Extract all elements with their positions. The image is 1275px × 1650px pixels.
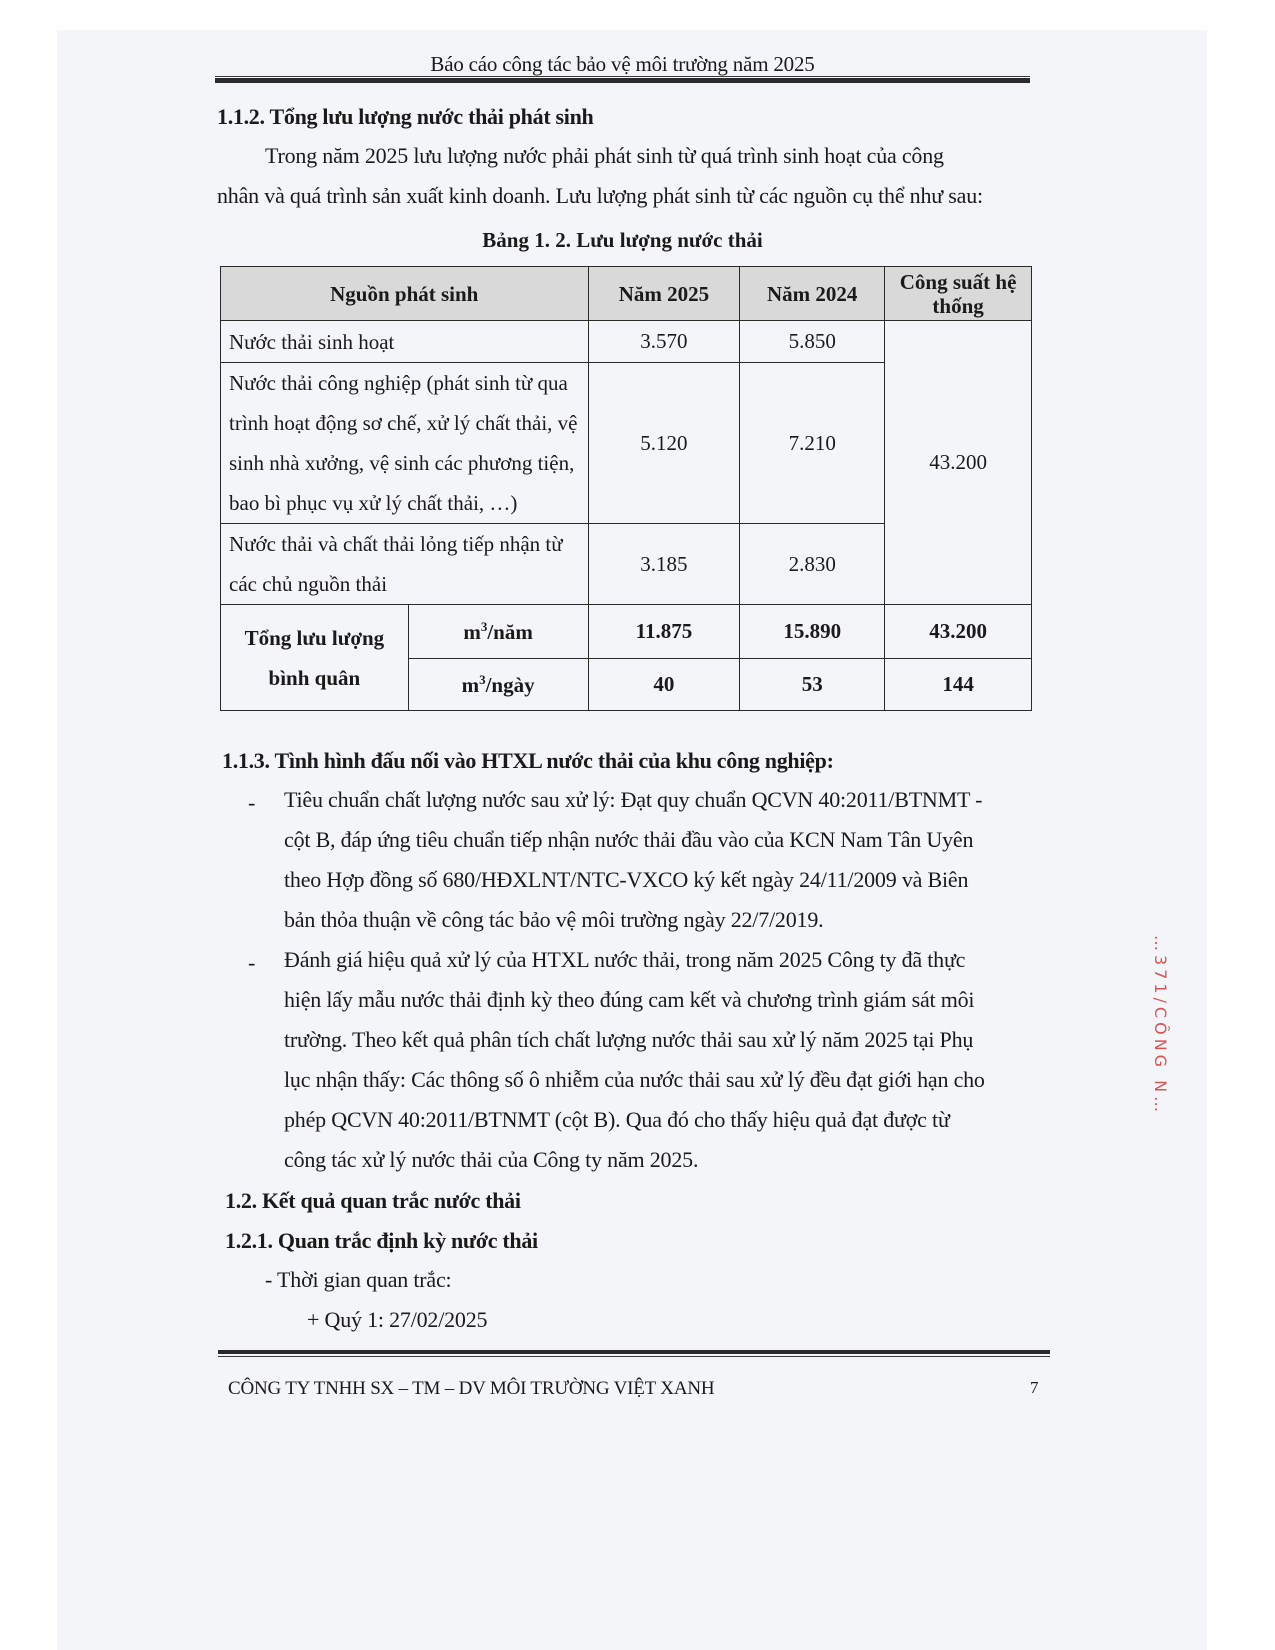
row-source: Nước thải công nghiệp (phát sinh từ qua trình hoạt động sơ chế, xử lý chất thải, vệ sinh nhà xưởng, vệ sinh các phương tiện, bao bì phục vụ xử lý chất thải, …) bbox=[221, 363, 589, 524]
header-rule-thin bbox=[215, 76, 1030, 77]
row-source: Nước thải và chất thải lỏng tiếp nhận từ các chủ nguồn thải bbox=[221, 524, 589, 605]
total-year-capacity: 43.200 bbox=[885, 605, 1032, 659]
total-row-year bbox=[221, 605, 1032, 659]
row-value-2025: 5.120 bbox=[588, 363, 740, 524]
bullet-line: lục nhận thấy: Các thông số ô nhiễm của nước thải sau xử lý đều đạt giới hạn cho bbox=[284, 1067, 985, 1092]
capacity-merged-cell: 43.200 bbox=[885, 321, 1032, 605]
bullet-dash: - bbox=[248, 790, 256, 815]
monitoring-time-label: - Thời gian quan trắc: bbox=[265, 1267, 452, 1292]
footer-rule-thin bbox=[218, 1356, 1050, 1357]
section-heading-1-2-1: 1.2.1. Quan trắc định kỳ nước thải bbox=[225, 1228, 538, 1253]
row-value-2025: 3.570 bbox=[588, 321, 740, 363]
bullet-line: trường. Theo kết quả phân tích chất lượng nước thải sau xử lý năm 2025 tại Phụ bbox=[284, 1027, 974, 1052]
header-capacity: Công suất hệ thống bbox=[885, 267, 1032, 321]
total-label: Tổng lưu lượng bình quân bbox=[221, 605, 409, 711]
table-header-row bbox=[221, 267, 1032, 321]
section-heading-1-2: 1.2. Kết quả quan trắc nước thải bbox=[225, 1188, 521, 1213]
row-source: Nước thải sinh hoạt bbox=[221, 321, 589, 363]
footer-company-name: CÔNG TY TNHH SX – TM – DV MÔI TRƯỜNG VIỆT XANH bbox=[228, 1378, 715, 1399]
wastewater-flow-table bbox=[220, 266, 1032, 711]
footer-rule-thick bbox=[218, 1350, 1050, 1354]
section-heading-1-1-3: 1.1.3. Tình hình đấu nối vào HTXL nước thải của khu công nghiệp: bbox=[222, 748, 834, 773]
bullet-line: Tiêu chuẩn chất lượng nước sau xử lý: Đạt quy chuẩn QCVN 40:2011/BTNMT - bbox=[284, 787, 983, 812]
monitoring-quarter-1: + Quý 1: 27/02/2025 bbox=[307, 1307, 488, 1332]
row-value-2024: 5.850 bbox=[740, 321, 885, 363]
row-value-2025: 3.185 bbox=[588, 524, 740, 605]
header-year-2024: Năm 2024 bbox=[740, 267, 885, 321]
paragraph-line: nhân và quá trình sản xuất kinh doanh. Lưu lượng phát sinh từ các nguồn cụ thể như sau: bbox=[217, 183, 983, 208]
unit-per-year: $m^3$/năm bbox=[408, 605, 588, 659]
header-year-2025: Năm 2025 bbox=[588, 267, 740, 321]
bullet-line: phép QCVN 40:2011/BTNMT (cột B). Qua đó cho thấy hiệu quả đạt được từ bbox=[284, 1107, 950, 1132]
table-caption: Bảng 1. 2. Lưu lượng nước thải bbox=[482, 228, 763, 252]
header-rule-thick bbox=[215, 78, 1030, 83]
total-year-2025: 11.875 bbox=[588, 605, 740, 659]
total-year-2024: 15.890 bbox=[740, 605, 885, 659]
paragraph-line: Trong năm 2025 lưu lượng nước phải phát sinh từ quá trình sinh hoạt của công bbox=[265, 143, 944, 168]
page-number: 7 bbox=[1030, 1378, 1039, 1397]
bullet-line: hiện lấy mẫu nước thải định kỳ theo đúng cam kết và chương trình giám sát môi bbox=[284, 987, 975, 1012]
bullet-line: Đánh giá hiệu quả xử lý của HTXL nước thải, trong năm 2025 Công ty đã thực bbox=[284, 947, 966, 972]
bullet-line: công tác xử lý nước thải của Công ty năm 2025. bbox=[284, 1147, 699, 1172]
row-value-2024: 2.830 bbox=[740, 524, 885, 605]
section-heading-1-1-2: 1.1.2. Tổng lưu lượng nước thải phát sinh bbox=[217, 104, 594, 129]
total-day-2024: 53 bbox=[740, 659, 885, 711]
table-row bbox=[221, 321, 1032, 363]
header-source: Nguồn phát sinh bbox=[221, 267, 589, 321]
company-stamp-fragment: …371/CÔNG N… bbox=[1151, 935, 1170, 1117]
row-value-2024: 7.210 bbox=[740, 363, 885, 524]
unit-per-day: $m^3$/ngày bbox=[408, 659, 588, 711]
total-day-capacity: 144 bbox=[885, 659, 1032, 711]
bullet-line: bản thỏa thuận về công tác bảo vệ môi trường ngày 22/7/2019. bbox=[284, 907, 824, 932]
running-header: Báo cáo công tác bảo vệ môi trường năm 2025 bbox=[430, 52, 815, 76]
bullet-line: theo Hợp đồng số 680/HĐXLNT/NTC-VXCO ký kết ngày 24/11/2009 và Biên bbox=[284, 867, 969, 892]
total-day-2025: 40 bbox=[588, 659, 740, 711]
bullet-line: cột B, đáp ứng tiêu chuẩn tiếp nhận nước thải đầu vào của KCN Nam Tân Uyên bbox=[284, 827, 974, 852]
bullet-dash: - bbox=[248, 950, 256, 975]
